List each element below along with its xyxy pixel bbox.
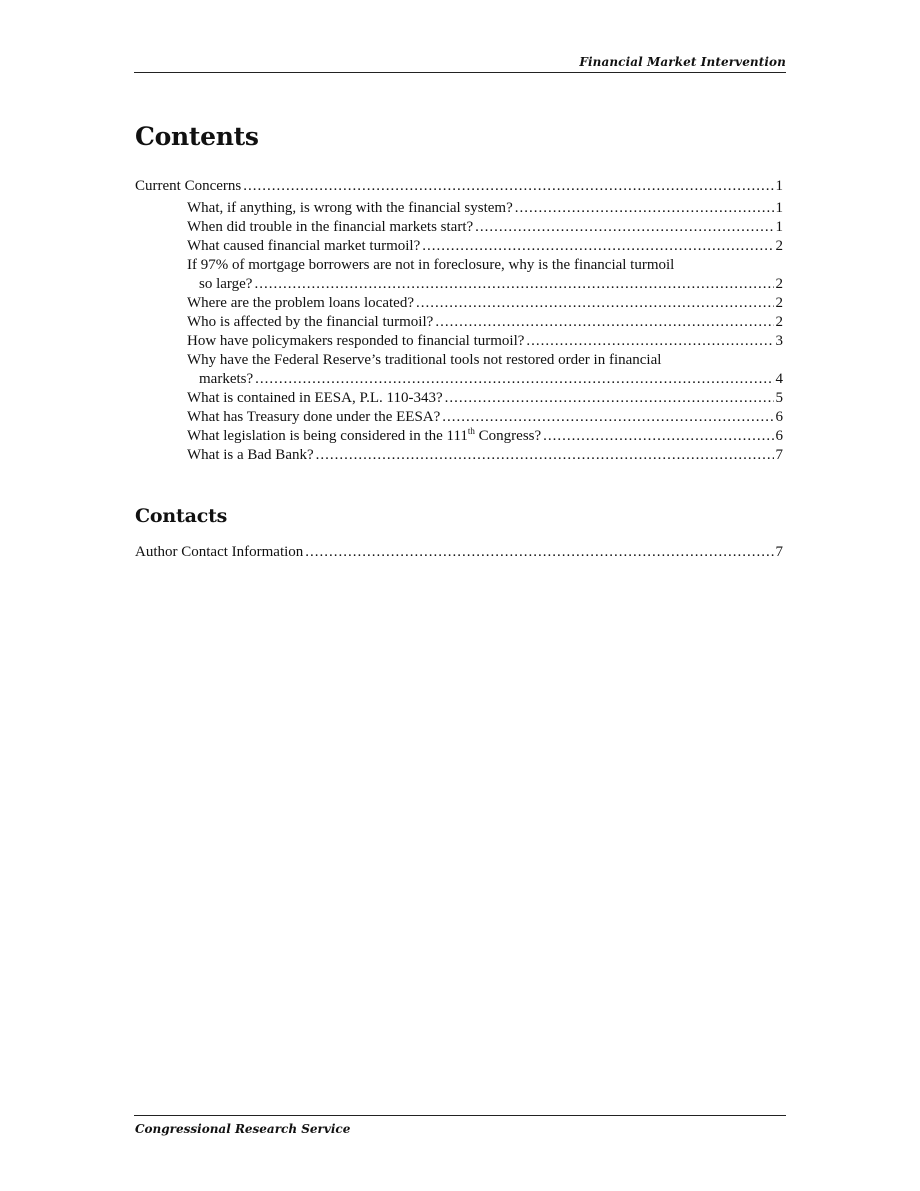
- toc-label-text: What legislation is being considered in the 111: [187, 428, 468, 444]
- toc-entry[interactable]: [135, 294, 783, 313]
- toc-leader-dots: [305, 543, 773, 562]
- toc-entry-multiline[interactable]: [135, 256, 783, 294]
- toc-leader-dots: [442, 408, 773, 427]
- toc-entry-label: What is a Bad Bank?: [187, 447, 314, 463]
- toc-entry-continuation: [135, 370, 783, 389]
- toc-page-number: 1: [775, 200, 783, 216]
- running-footer: [134, 1115, 786, 1136]
- toc-entry-continuation: [135, 275, 783, 294]
- toc-entry-author-contact[interactable]: [135, 543, 783, 562]
- toc-page-number: 2: [775, 238, 783, 254]
- toc-entry-label: [187, 427, 541, 446]
- contacts-list: [135, 543, 783, 562]
- toc-entry-label: What, if anything, is wrong with the financial system?: [187, 200, 513, 216]
- toc-leader-dots: [543, 427, 773, 446]
- running-header: [134, 55, 786, 73]
- toc-entry-label: What is contained in EESA, P.L. 110-343?: [187, 390, 443, 406]
- toc-entry[interactable]: [135, 389, 783, 408]
- toc-page-number: 2: [775, 295, 783, 311]
- toc-entry[interactable]: [135, 199, 783, 218]
- toc-entry[interactable]: [135, 218, 783, 237]
- toc-page-number: 2: [775, 314, 783, 330]
- toc-entry-label: so large?: [199, 276, 253, 292]
- toc-page-number: 1: [775, 219, 783, 235]
- toc-leader-dots: [422, 237, 773, 256]
- toc-page-number: 7: [775, 544, 783, 560]
- toc-page-number: 6: [775, 428, 783, 444]
- toc-leader-dots: [254, 275, 773, 294]
- contacts-heading: Contacts: [135, 505, 228, 527]
- toc-leader-dots: [316, 446, 774, 465]
- toc-leader-dots: [445, 389, 774, 408]
- toc-page-number: 4: [775, 371, 783, 387]
- toc-leader-dots: [255, 370, 773, 389]
- toc-leader-dots: [515, 199, 774, 218]
- toc-entry-label: What has Treasury done under the EESA?: [187, 409, 441, 425]
- ordinal-suffix: th: [467, 426, 475, 436]
- toc-page-number: 3: [775, 333, 783, 349]
- toc-leader-dots: [526, 332, 773, 351]
- toc-leader-dots: [475, 218, 773, 237]
- toc-entry-label: Who is affected by the financial turmoil?: [187, 314, 434, 330]
- toc-page-number: 1: [775, 178, 783, 194]
- toc-entry-multiline[interactable]: [135, 351, 783, 389]
- toc-page-number: 6: [775, 409, 783, 425]
- toc-page-number: 2: [775, 276, 783, 292]
- toc-entry[interactable]: [135, 408, 783, 427]
- toc-leader-dots: [416, 294, 774, 313]
- toc-page-number: 7: [775, 447, 783, 463]
- toc-entry[interactable]: [135, 237, 783, 256]
- toc-entry[interactable]: [135, 427, 783, 446]
- toc-leader-dots: [435, 313, 773, 332]
- toc-entry-label: Current Concerns: [135, 178, 242, 194]
- toc-entry-label: When did trouble in the financial markets start?: [187, 219, 474, 235]
- toc-entry-label: markets?: [199, 371, 254, 387]
- toc-entry-label-line1: If 97% of mortgage borrowers are not in foreclosure, why is the financial turmoil: [187, 257, 675, 273]
- toc-entry[interactable]: [135, 332, 783, 351]
- toc-entry-label-line1: Why have the Federal Reserve’s traditional tools not restored order in financial: [187, 352, 662, 368]
- toc-entry-label: What caused financial market turmoil?: [187, 238, 421, 254]
- toc-entry-label: Author Contact Information: [135, 544, 304, 560]
- toc-entry[interactable]: [135, 446, 783, 465]
- toc-label-text: Congress?: [474, 428, 542, 444]
- header-title: Financial Market Intervention: [579, 55, 786, 69]
- contents-heading: Contents: [135, 122, 259, 151]
- table-of-contents: [135, 177, 783, 465]
- footer-text: Congressional Research Service: [135, 1122, 351, 1136]
- toc-entry[interactable]: [135, 313, 783, 332]
- toc-entry-current-concerns[interactable]: [135, 177, 783, 196]
- toc-entry-label: How have policymakers responded to financial turmoil?: [187, 333, 525, 349]
- toc-leader-dots: [243, 177, 773, 196]
- toc-page-number: 5: [775, 390, 783, 406]
- toc-entry-label: Where are the problem loans located?: [187, 295, 414, 311]
